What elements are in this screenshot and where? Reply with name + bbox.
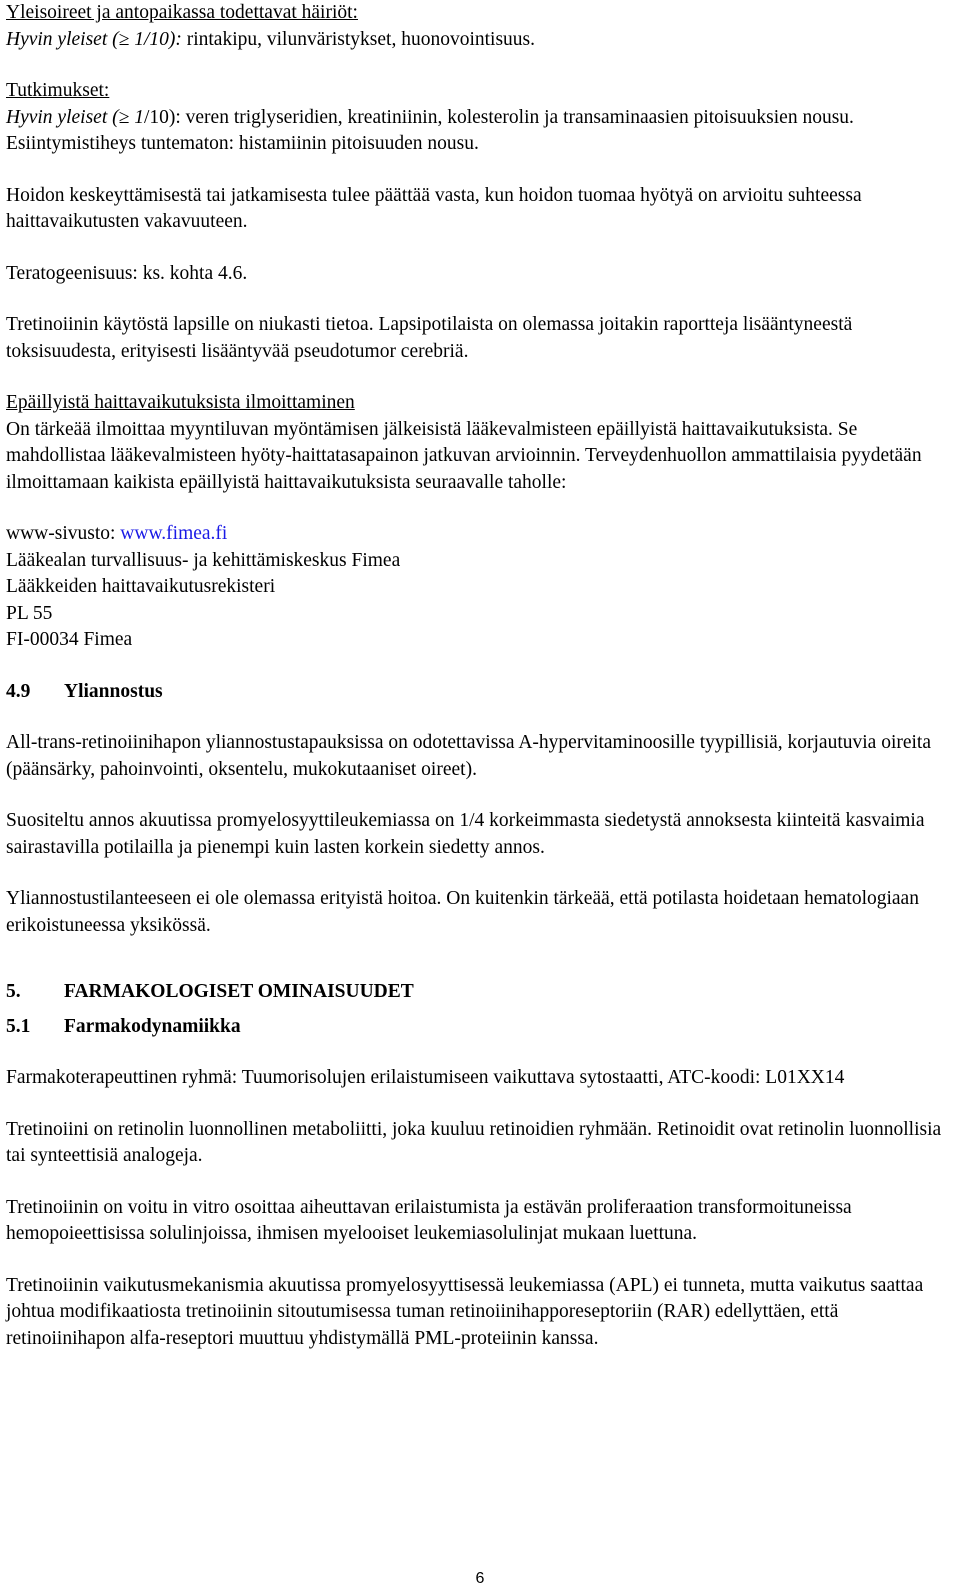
paragraph-treatment-decision: Hoidon keskeyttämisestä tai jatkamisesta tulee päättää vasta, kun hoidon tuomaa hyötyä on arvioitu suhteessa haittavaikutusten vakavuuteen. (6, 184, 862, 232)
section-heading-reporting: Epäillyistä haittavaikutuksista ilmoittaminen (6, 392, 355, 413)
overdose-paragraph-1: All-trans-retinoiinihapon yliannostustapauksissa on odotettavissa A-hypervitaminoosille tyypillisiä, korjautuvia oireita (päänsärky, pahoinvointi, oksentelu, mukokutaaniset oireet). (6, 732, 932, 780)
section-heading-investigations: Tutkimukset: (6, 80, 110, 101)
website-line: www-sivusto: www.fimea.fi (6, 523, 228, 544)
overdose-paragraph-2: Suositeltu annos akuutissa promyelosyyttileukemiassa on 1/4 korkeimmasta siedetystä annoksesta kiinteitä kasvaimia sairastavilla potilailla ja pienempi kuin lasten korkein siedetty annos. (6, 810, 925, 858)
overdose-paragraph-3: Yliannostustilanteeseen ei ole olemassa erityistä hoitoa. On kuitenkin tärkeää, että potilasta hoidetaan hematologiaan erikoistuneessa yksikössä. (6, 888, 919, 936)
pharmacodynamics-paragraph-1: Farmakoterapeuttinen ryhmä: Tuumorisolujen erilaistumiseen vaikuttava sytostaatti, ATC-koodi: L01XX14 (6, 1067, 845, 1088)
paragraph-teratogenicity: Teratogeenisuus: ks. kohta 4.6. (6, 262, 248, 284)
investigations-line-2: Esiintymistiheys tuntematon: histamiinin pitoisuuden nousu. (6, 133, 479, 154)
section-heading-pharmacological-properties: 5. FARMAKOLOGISET OMINAISUUDET (6, 981, 414, 1002)
pharmacodynamics-paragraph-4: Tretinoiinin vaikutusmekanismia akuutissa promyelosyyttisessä leukemiassa (APL) ei tunneta, mutta vaikutus saattaa johtua modifikaatiosta tretinoiinin sitoutumisessa tuman retinoiinihapporeseptoriin (RAR) edellyttäen, että retinoiinihapon alfa-reseptori muuttuu yhdistymällä PML-proteiinin kanssa. (6, 1274, 924, 1349)
address-line-4: FI-00034 Fimea (6, 629, 133, 650)
document-page (6, 0, 946, 1352)
fimea-link[interactable]: www.fimea.fi (120, 523, 228, 544)
section-heading-pharmacodynamics: 5.1 Farmakodynamiikka (6, 1015, 241, 1037)
address-line-1: Lääkealan turvallisuus- ja kehittämiskeskus Fimea (6, 549, 401, 571)
pharmacodynamics-paragraph-3: Tretinoiinin on voitu in vitro osoittaa aiheuttavan erilaistumista ja estävän proliferaation transformoituneissa hemopoieettisissa solulinjoissa, ihmisen myelooiset leukemiasolulinjat mukaan luettuna. (6, 1196, 852, 1244)
pharmacodynamics-paragraph-2: Tretinoiini on retinolin luonnollinen metaboliitti, joka kuuluu retinoidien ryhmään. Retinoidit ovat retinolin luonnollisia tai synteettisiä analogeja. (6, 1118, 942, 1166)
section-heading-general-disorders: Yleisoireet ja antopaikassa todettavat häiriöt: (6, 2, 358, 23)
paragraph-children: Tretinoiinin käytöstä lapsille on niukasti tietoa. Lapsipotilaista on olemassa joitakin raportteja lisääntyneestä toksisuudesta, erityisesti lisääntyvää pseudotumor cerebriä. (6, 314, 853, 362)
page-number: 6 (475, 1570, 485, 1587)
address-line-3: PL 55 (6, 602, 53, 624)
general-disorders-line: Hyvin yleiset (≥ 1/10): rintakipu, vilunväristykset, huonovointisuus. (6, 28, 535, 50)
section-heading-overdose: 4.9 Yliannostus (6, 680, 163, 702)
paragraph-reporting: On tärkeää ilmoittaa myyntiluvan myöntämisen jälkeisistä lääkevalmisteen epäillyistä haittavaikutuksista. Se mahdollistaa lääkevalmisteen hyöty-haittatasapainon jatkuvan arvioinnin. Terveydenhuollon ammattilaisia pyydetään ilmoittamaan kaikista epäillyistä haittavaikutuksista seuraavalle taholle: (6, 418, 922, 493)
address-line-2: Lääkkeiden haittavaikutusrekisteri (6, 576, 276, 597)
investigations-line-1: Hyvin yleiset (≥ 1/10): veren triglyseridien, kreatiniinin, kolesterolin ja transaminaasien pitoisuuksien nousu. (6, 106, 854, 128)
